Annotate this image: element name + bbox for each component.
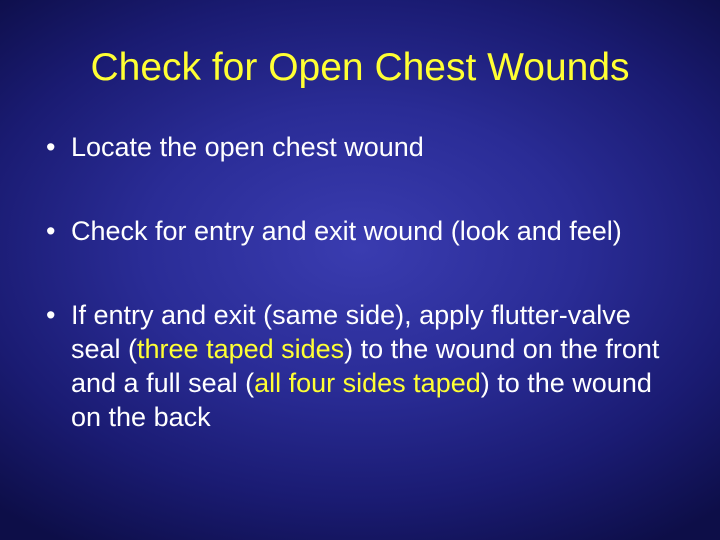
bullet-item: [46, 298, 686, 434]
bullet-item: [46, 130, 686, 164]
bullet-text: Check for entry and exit wound (look and feel): [71, 216, 622, 246]
bullet-text-part: ) to the wound on the front and a full seal (: [71, 334, 660, 398]
slide-title: Check for Open Chest Wounds: [90, 46, 630, 89]
bullet-text-part: ) to the wound on the back: [71, 368, 652, 432]
highlight-text: three taped sides: [137, 334, 345, 364]
bullet-dot-icon: •: [46, 300, 56, 330]
bullet-text: [71, 300, 659, 432]
bullet-text-part: If entry and exit (same side), apply flutter-valve seal (: [71, 300, 631, 364]
bullet-item: [46, 214, 686, 248]
bullet-dot-icon: •: [46, 132, 56, 162]
bullet-text: Locate the open chest wound: [71, 132, 424, 162]
bullet-dot-icon: •: [46, 216, 56, 246]
highlight-text: all four sides taped: [254, 368, 481, 398]
bullet-list: [46, 130, 686, 434]
